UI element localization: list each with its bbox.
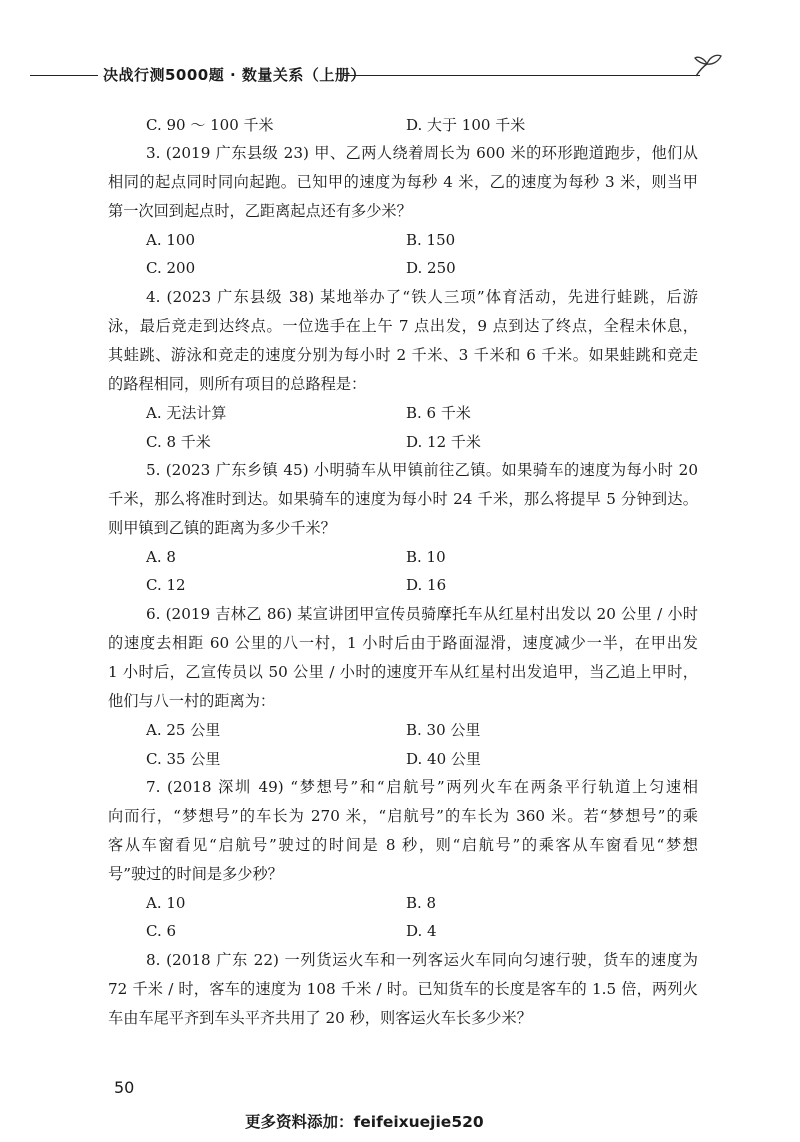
answer-option: C. 6 (146, 922, 177, 941)
option-row (108, 744, 698, 773)
header-rule-right (343, 75, 700, 76)
footer-note: 更多资料添加：feifeixuejie520 (245, 1113, 484, 1131)
question-block (108, 283, 698, 456)
question-stem-first-line: 8. (2018 广东 22) 一列货运火车和一列客运火车同向匀速行驶，货车的速度为 (146, 950, 698, 969)
question-stem-first-line: 3. (2019 广东县级 23) 甲、乙两人绕着周长为 600 米的环形跑道跑步，他们从 (146, 143, 698, 162)
question-stem-line: 向而行，“梦想号”的车长为 270 米，“启航号”的车长为 360 米。若“梦想号”的乘 (108, 806, 698, 825)
question-stem-first-line: 5. (2023 广东乡镇 45) 小明骑车从甲镇前往乙镇。如果骑车的速度为每小时 20 (146, 460, 698, 479)
question-stem-line: 的速度去相距 60 公里的八一村，1 小时后由于路面湿滑，速度减少一半，在甲出发 (108, 633, 698, 652)
page-number: 50 (114, 1078, 135, 1097)
question-stem-first-line: 4. (2023 广东县级 38) 某地举办了“铁人三项”体育活动，先进行蛙跳，后游 (146, 287, 698, 306)
question-stem-line: 1 小时后，乙宣传员以 50 公里 / 小时的速度开车从红星村出发追甲，当乙追上甲时， (108, 662, 698, 681)
question-block (108, 600, 698, 773)
answer-option: C. 35 公里 (146, 749, 221, 768)
option-row (108, 427, 698, 456)
question-stem-line: 的路程相同，则所有项目的总路程是： (108, 374, 367, 393)
question-stem-line: 号”驶过的时间是多少秒？ (108, 864, 283, 883)
question-block (108, 773, 698, 946)
question-stem-line: 其蛙跳、游泳和竞走的速度分别为每小时 2 千米、3 千米和 6 千米。如果蛙跳和竞走 (108, 345, 698, 364)
option-row (108, 543, 698, 572)
answer-option: D. 16 (406, 576, 447, 595)
option-row (108, 110, 698, 139)
answer-option: B. 8 (406, 893, 437, 912)
option-row (108, 254, 698, 283)
question-stem-line: 相同的起点同时同向起跑。已知甲的速度为每秒 4 米，乙的速度为每秒 3 米，则当甲 (108, 172, 698, 191)
answer-option: C. 200 (146, 259, 196, 278)
answer-option: C. 8 千米 (146, 432, 211, 451)
question-stem-line: 第一次回到起点时，乙距离起点还有多少米？ (108, 201, 412, 220)
answer-option: A. 10 (146, 893, 186, 912)
answer-option: C. 90 ～ 100 千米 (146, 115, 274, 134)
question-stem-first-line: 6. (2019 吉林乙 86) 某宣讲团甲宣传员骑摩托车从红星村出发以 20 公里 / 小时 (146, 604, 698, 623)
answer-option: B. 6 千米 (406, 404, 471, 423)
answer-option: D. 12 千米 (406, 432, 481, 451)
option-row (108, 716, 698, 745)
question-stem-line: 则甲镇到乙镇的距离为多少千米？ (108, 518, 336, 537)
answer-option: A. 100 (146, 230, 195, 249)
answer-option: B. 150 (406, 230, 456, 249)
option-row (108, 889, 698, 918)
sprout-icon (690, 46, 724, 80)
question-stem-line: 泳，最后竞走到达终点。一位选手在上午 7 点出发，9 点到达了终点，全程未休息， (108, 316, 698, 335)
question-stem-line: 72 千米 / 时，客车的速度为 108 千米 / 时。已知货车的长度是客车的 1.5 倍，两列火 (108, 979, 698, 998)
question-stem-line: 客从车窗看见“启航号”驶过的时间是 8 秒，则“启航号”的乘客从车窗看见“梦想 (108, 835, 698, 854)
answer-option: A. 8 (146, 547, 176, 566)
question-stem-first-line: 7. (2018 深圳 49) “梦想号”和“启航号”两列火车在两条平行轨道上匀速相 (146, 777, 698, 796)
question-stem-line: 他们与八一村的距离为： (108, 691, 276, 710)
question-stem-line: 车由车尾平齐到车头平齐共用了 20 秒，则客运火车长多少米？ (108, 1008, 532, 1027)
option-row (108, 571, 698, 600)
question-block (108, 139, 698, 283)
answer-option: D. 40 公里 (406, 749, 481, 768)
running-header (0, 62, 800, 92)
answer-option: A. 25 公里 (146, 721, 221, 740)
answer-option: C. 12 (146, 576, 186, 595)
question-stem-line: 千米，那么将准时到达。如果骑车的速度为每小时 24 千米，那么将提早 5 分钟到达。 (108, 489, 698, 508)
answer-option: B. 30 公里 (406, 721, 481, 740)
option-row (108, 917, 698, 946)
header-title: 决战行测5000题 · 数量关系（上册） (103, 66, 366, 84)
option-row (108, 226, 698, 255)
answer-option: A. 无法计算 (146, 404, 227, 423)
answer-option: D. 大于 100 千米 (406, 115, 526, 134)
answer-option: D. 250 (406, 259, 456, 278)
answer-option: D. 4 (406, 922, 437, 941)
question-block (108, 946, 698, 1033)
answer-option: B. 10 (406, 547, 446, 566)
header-rule-left (30, 75, 98, 76)
question-list (108, 110, 698, 1033)
question-block (108, 456, 698, 600)
option-row (108, 399, 698, 428)
